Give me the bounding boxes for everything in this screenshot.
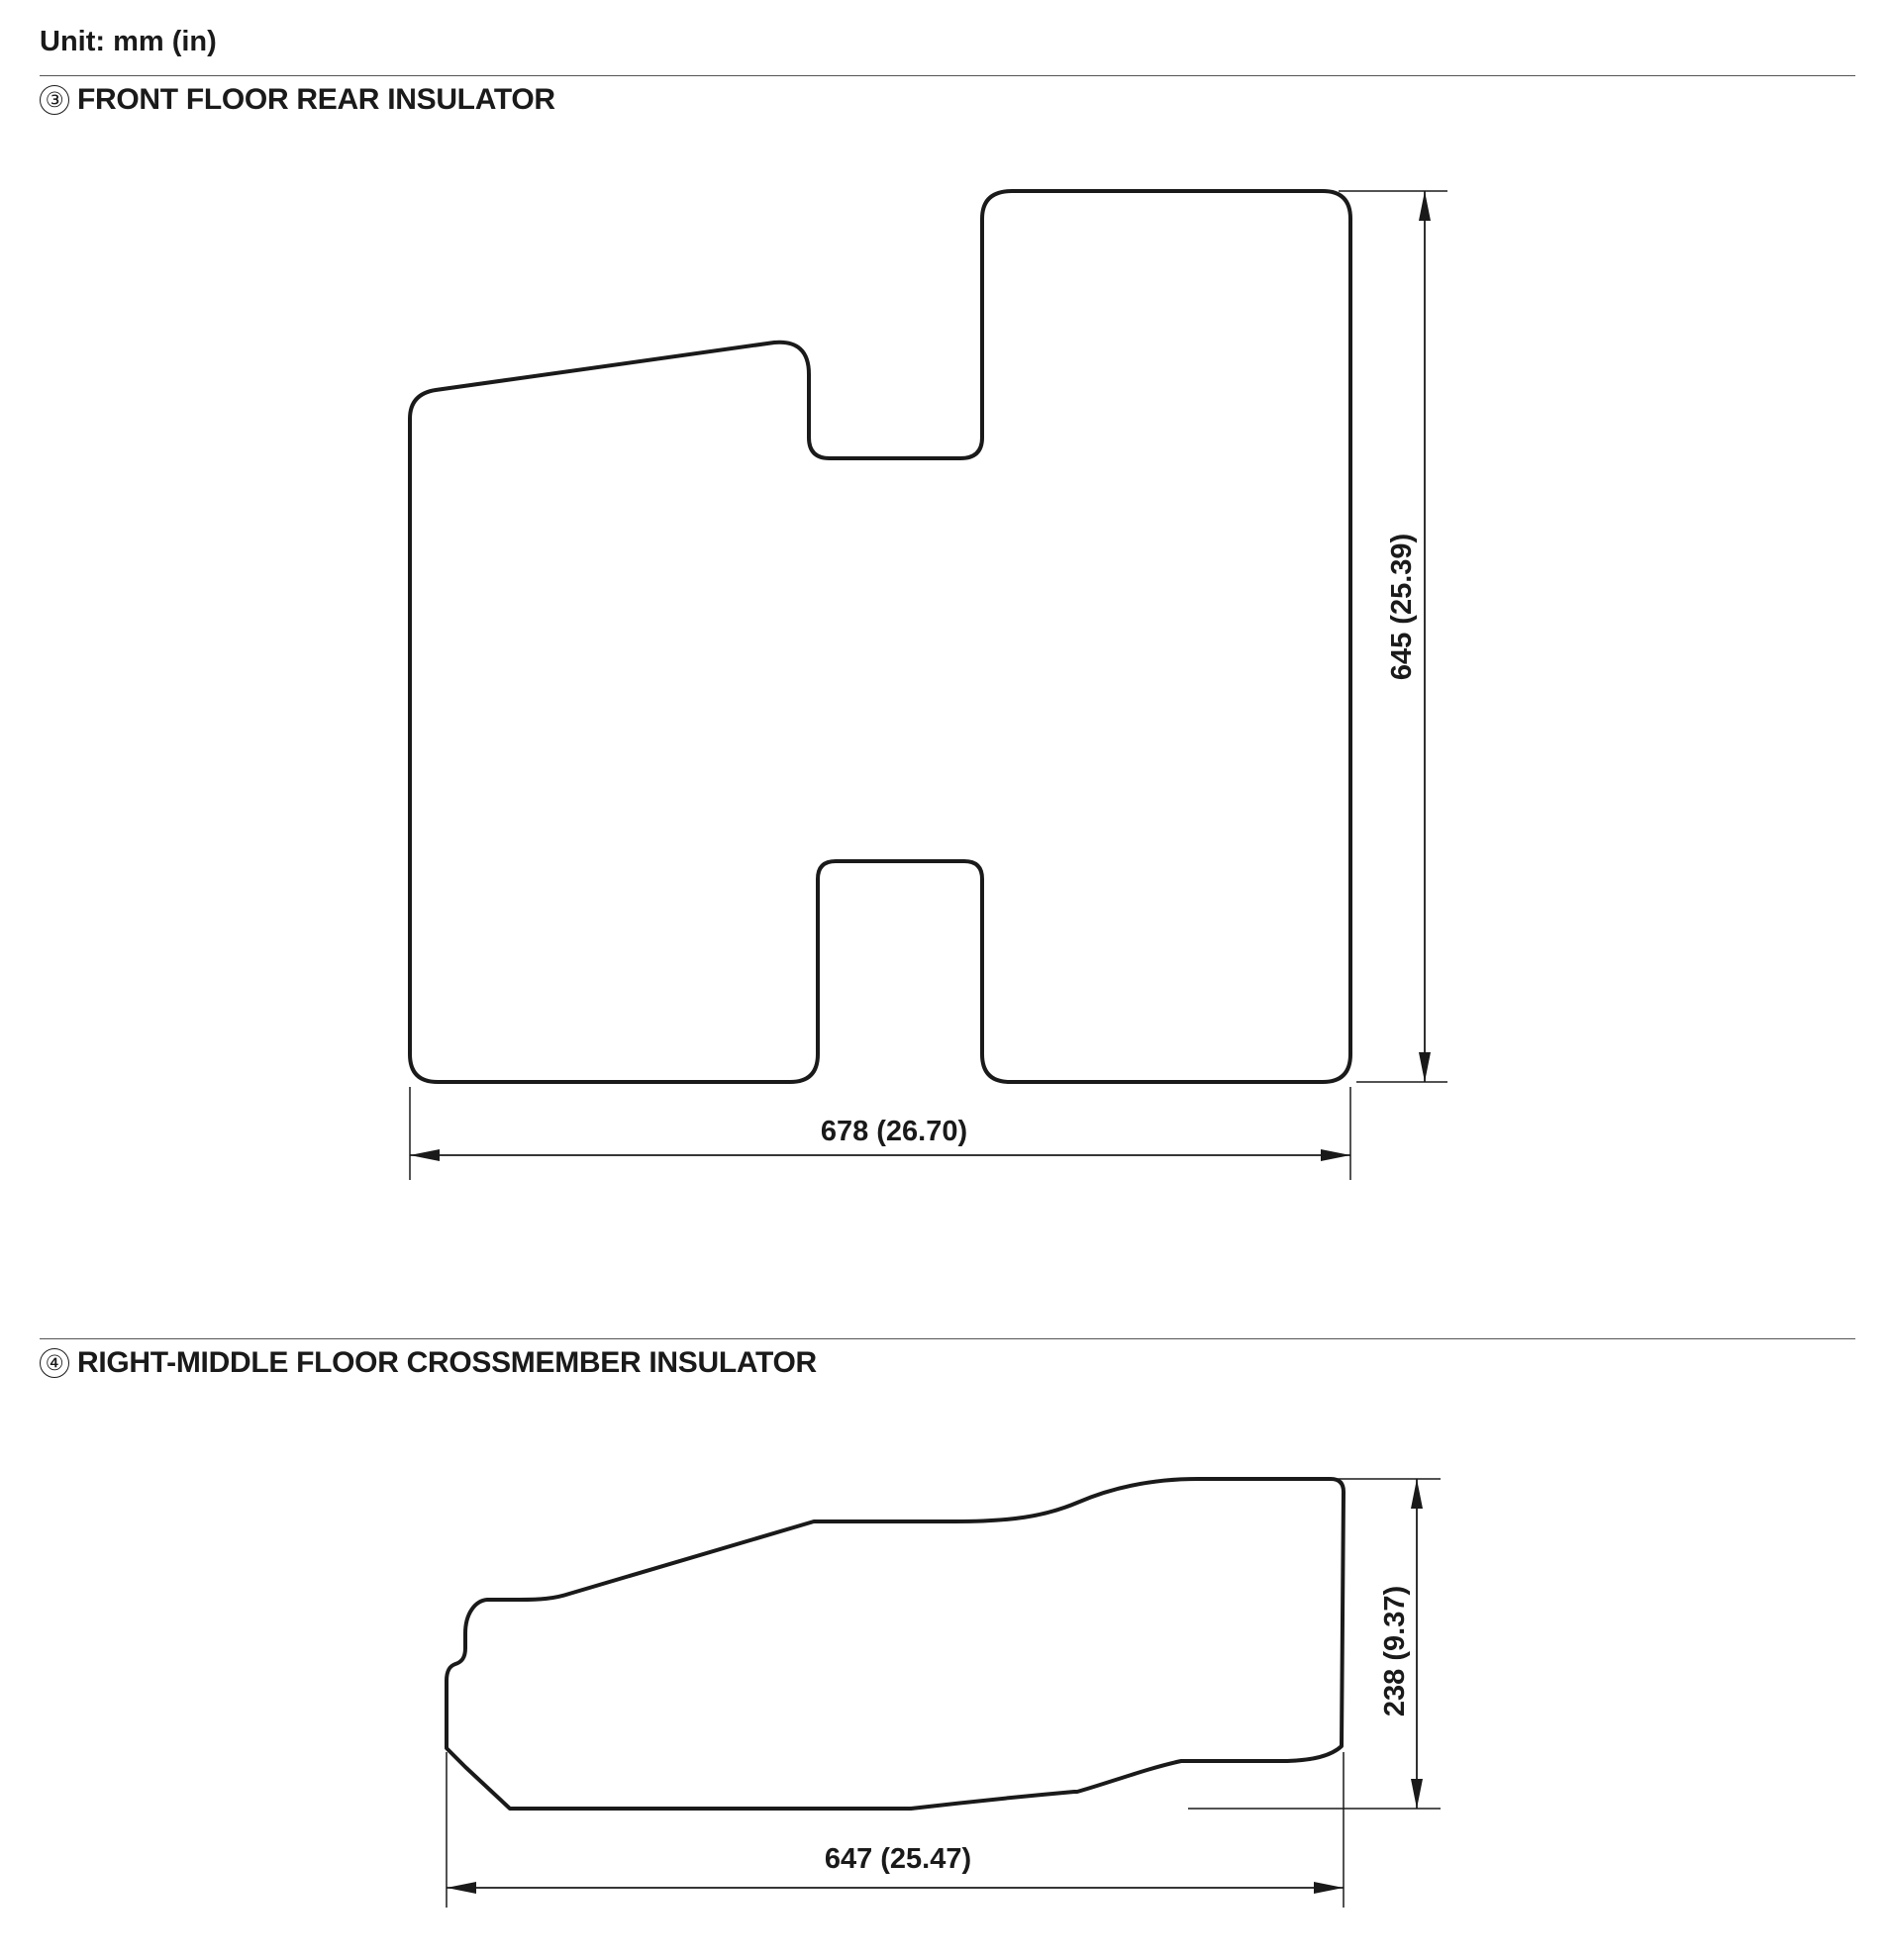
part-3-height-dimension: 645 (25.39) — [1386, 533, 1418, 681]
part-4-height-dimension: 238 (9.37) — [1379, 1585, 1411, 1717]
part-4-width-dimension: 647 (25.47) — [824, 1843, 972, 1875]
part-3-insulator-outline — [410, 191, 1350, 1082]
part-4-number-badge: ④ — [40, 1348, 69, 1378]
unit-label: Unit: mm (in) — [40, 26, 217, 57]
part-4-insulator-outline — [447, 1479, 1344, 1809]
part-4-title-text: RIGHT-MIDDLE FLOOR CROSSMEMBER INSULATOR — [77, 1346, 817, 1379]
part-3-title-text: FRONT FLOOR REAR INSULATOR — [77, 83, 555, 116]
part-4-drawing — [447, 1479, 1441, 1908]
part-3-drawing — [410, 191, 1447, 1180]
part-3-width-dimension: 678 (26.70) — [820, 1116, 968, 1147]
part-3-number-badge: ③ — [40, 85, 69, 115]
